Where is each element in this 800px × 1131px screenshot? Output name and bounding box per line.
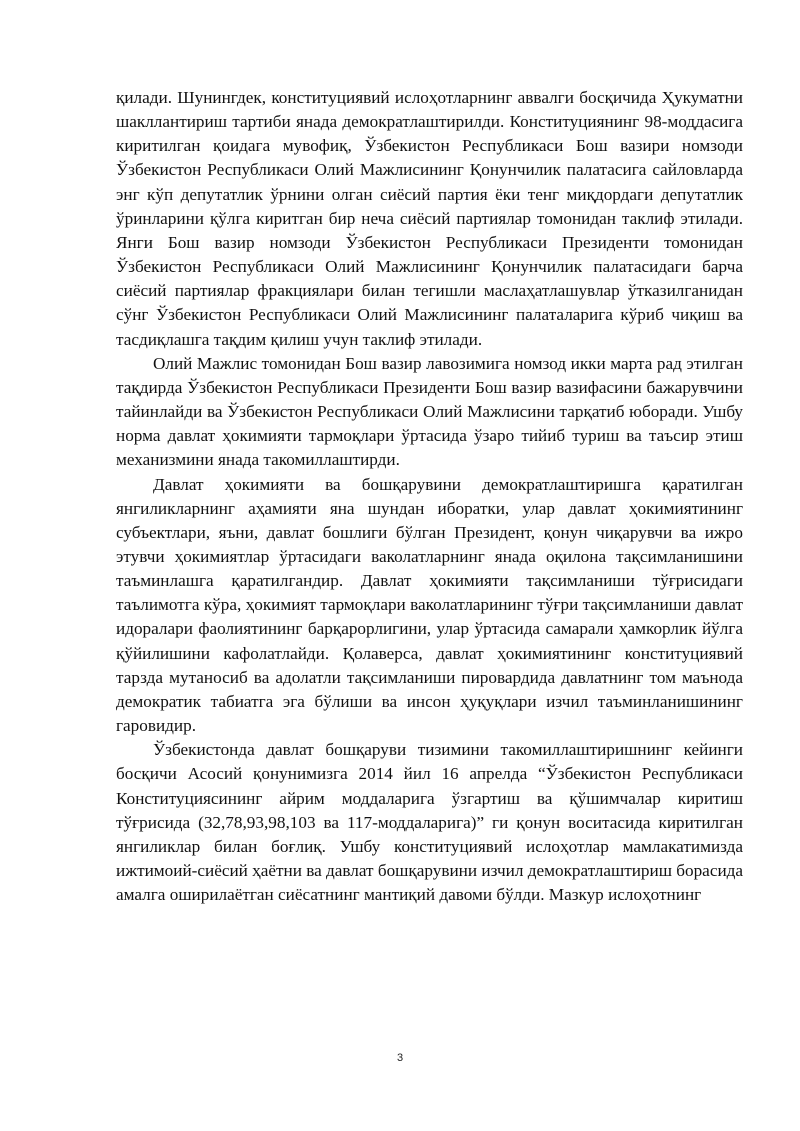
- document-body: [116, 86, 743, 907]
- paragraph-continuation: қилади. Шунингдек, конституциявий ислоҳотларнинг аввалги босқичида Ҳукуматни шакллантириш тартиби янада демократлаштирилди. Конституциянинг 98-моддасига киритилган қоидага мувофиқ, Ўзбекистон Республикаси Бош вазири номзоди Ўзбекистон Республикаси Олий Мажлисининг Қонунчилик палатасига сайловларда энг кўп депутатлик ўрнини олган сиёсий партия ёки тенг миқдордаги депутатлик ўринларини қўлга киритган бир неча сиёсий партиялар томонидан таклиф этилади. Янги Бош вазир номзоди Ўзбекистон Республикаси Президенти томонидан Ўзбекистон Республикаси Олий Мажлисининг Қонунчилик палатасидаги барча сиёсий партиялар фракциялари билан тегишли маслаҳатлашувлар ўтказилганидан сўнг Ўзбекистон Республикаси Олий Мажлисининг палаталарига кўриб чиқиш ва тасдиқлашга тақдим қилиш учун таклиф этилади.: [116, 88, 743, 349]
- paragraph-prime-minister-rejection: Олий Мажлис томонидан Бош вазир лавозимига номзод икки марта рад этилган тақдирда Ўзбекистон Республикаси Президенти Бош вазир вазифасини бажарувчини тайинлайди ва Ўзбекистон Республикаси Олий Мажлисини тарқатиб юборади. Ушбу норма давлат ҳокимияти тармоқлари ўртасида ўзаро тийиб туриш ва таъсир этиш механизмини янада такомиллаштирди.: [116, 353, 743, 470]
- page-number: 3: [396, 1052, 404, 1064]
- paragraph-2014-reform: Ўзбекистонда давлат бошқаруви тизимини такомиллаштиришнинг кейинги босқичи Асосий қонунимизга 2014 йил 16 апрелда “Ўзбекистон Республикаси Конституциясининг айрим моддаларига ўзгартиш ва қўшимчалар киритиш тўғрисида (32,78,93,98,103 ва 117-моддаларига)” ги қонун воситасида киритилган янгиликлар билан боғлиқ. Ушбу конституциявий ислоҳотлар мамлакатимизда ижтимоий-сиёсий ҳаётни ва давлат бошқарувини изчил демократлаштириш борасида амалга оширилаётган сиёсатнинг мантиқий давоми бўлди. Мазкур ислоҳотнинг: [116, 740, 744, 905]
- paragraph-power-distribution: Давлат ҳокимияти ва бошқарувини демократлаштиришга қаратилган янгиликларнинг аҳамияти яна шундан иборатки, улар давлат ҳокимиятининг субъектлари, яъни, давлат бошлиги бўлган Президент, қонун чиқарувчи ва ижро этувчи ҳокимиятлар ўртасидаги ваколатларнинг янада оқилона тақсимланишини таъминлашга қаратилгандир. Давлат ҳокимияти тақсимланиши тўғрисидаги таълимотга кўра, ҳокимият тармоқлари ваколатларининг тўғри тақсимланиши давлат идоралари фаолиятининг барқарорлигини, улар ўртасида самарали ҳамкорлик йўлга қўйилишини кафолатлайди. Қолаверса, давлат ҳокимиятининг конституциявий тарзда мутаносиб ва адолатли тақсимланиши пировардида давлатнинг том маънода демократик табиатга эга бўлиши ва инсон ҳуқуқлари изчил таъминланишининг гаровидир.: [116, 474, 743, 736]
